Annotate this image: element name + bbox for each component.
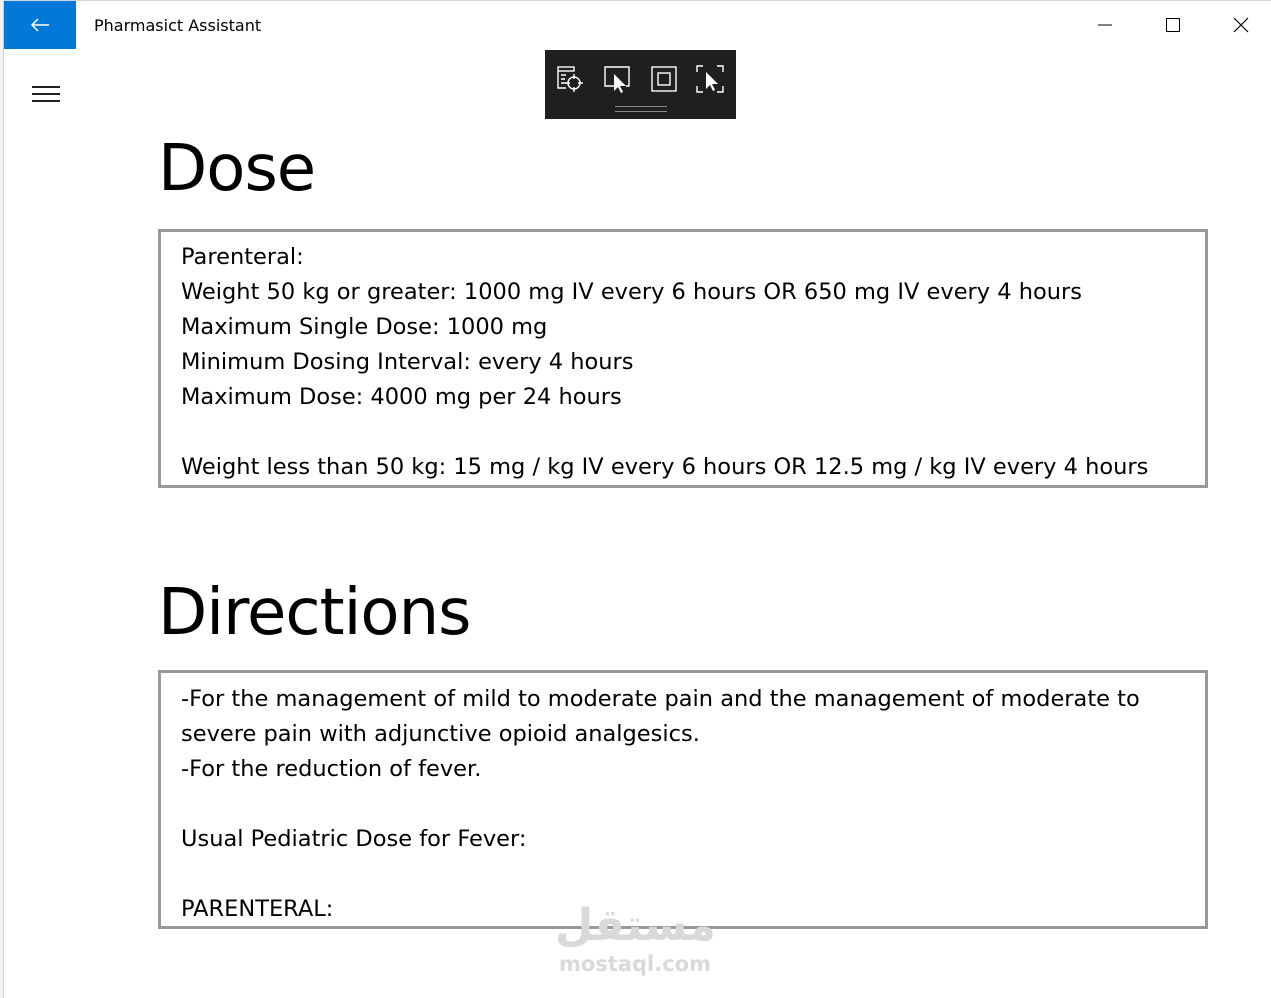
dose-line: Maximum Single Dose: 1000 mg	[181, 314, 548, 340]
visual-tree-target-icon	[555, 64, 585, 94]
directions-textbox[interactable]	[158, 670, 1208, 929]
watermark-arabic-logo: مستقل	[555, 900, 716, 951]
select-element-button[interactable]	[600, 62, 634, 96]
select-pointer-icon	[602, 64, 632, 94]
track-focused-element-button[interactable]	[693, 62, 727, 96]
dose-line: Maximum Dose: 4000 mg per 24 hours	[181, 384, 622, 410]
maximize-button[interactable]	[1139, 1, 1207, 49]
dose-line	[161, 415, 1175, 450]
minimize-icon	[1097, 17, 1113, 33]
back-arrow-icon	[30, 17, 50, 33]
app-title: Pharmasict Assistant	[94, 16, 262, 35]
display-layout-adorners-button[interactable]	[647, 62, 681, 96]
minimize-button[interactable]	[1071, 1, 1139, 49]
maximize-icon	[1165, 17, 1181, 33]
hamburger-menu-button[interactable]	[24, 76, 68, 112]
close-button[interactable]	[1207, 1, 1271, 49]
live-visual-tree-button[interactable]	[553, 62, 587, 96]
debug-toolbar	[545, 50, 736, 119]
directions-text: -For the management of mild to moderate pain and the management of moderate to severe pain with adjunctive opioid analgesics. -For the reduction of fever. Usual Pediatric Dose for Fever: PARENTERAL:	[181, 686, 1140, 922]
dose-heading: Dose	[158, 132, 316, 206]
dose-line: Weight 50 kg or greater: 1000 mg IV every 6 hours OR 650 mg IV every 4 hours	[181, 279, 1082, 305]
dose-line: Weight less than 50 kg: 15 mg / kg IV every 6 hours OR 12.5 mg / kg IV every 4 hours	[181, 454, 1149, 480]
watermark	[555, 901, 715, 977]
dose-line: Minimum Dosing Interval: every 4 hours	[181, 349, 634, 375]
directions-heading: Directions	[158, 576, 471, 650]
back-button[interactable]	[4, 1, 76, 49]
title-bar	[4, 1, 1271, 50]
dose-textbox[interactable]	[158, 229, 1208, 488]
app-window	[4, 0, 1271, 998]
watermark-url: mostaql.com	[559, 952, 711, 976]
hamburger-menu-icon	[32, 85, 60, 103]
dose-line: Parenteral:	[181, 244, 304, 270]
toolbar-drag-handle[interactable]	[615, 106, 667, 112]
layout-adorner-icon	[649, 64, 679, 94]
focus-track-icon	[695, 64, 725, 94]
close-icon	[1233, 17, 1249, 33]
